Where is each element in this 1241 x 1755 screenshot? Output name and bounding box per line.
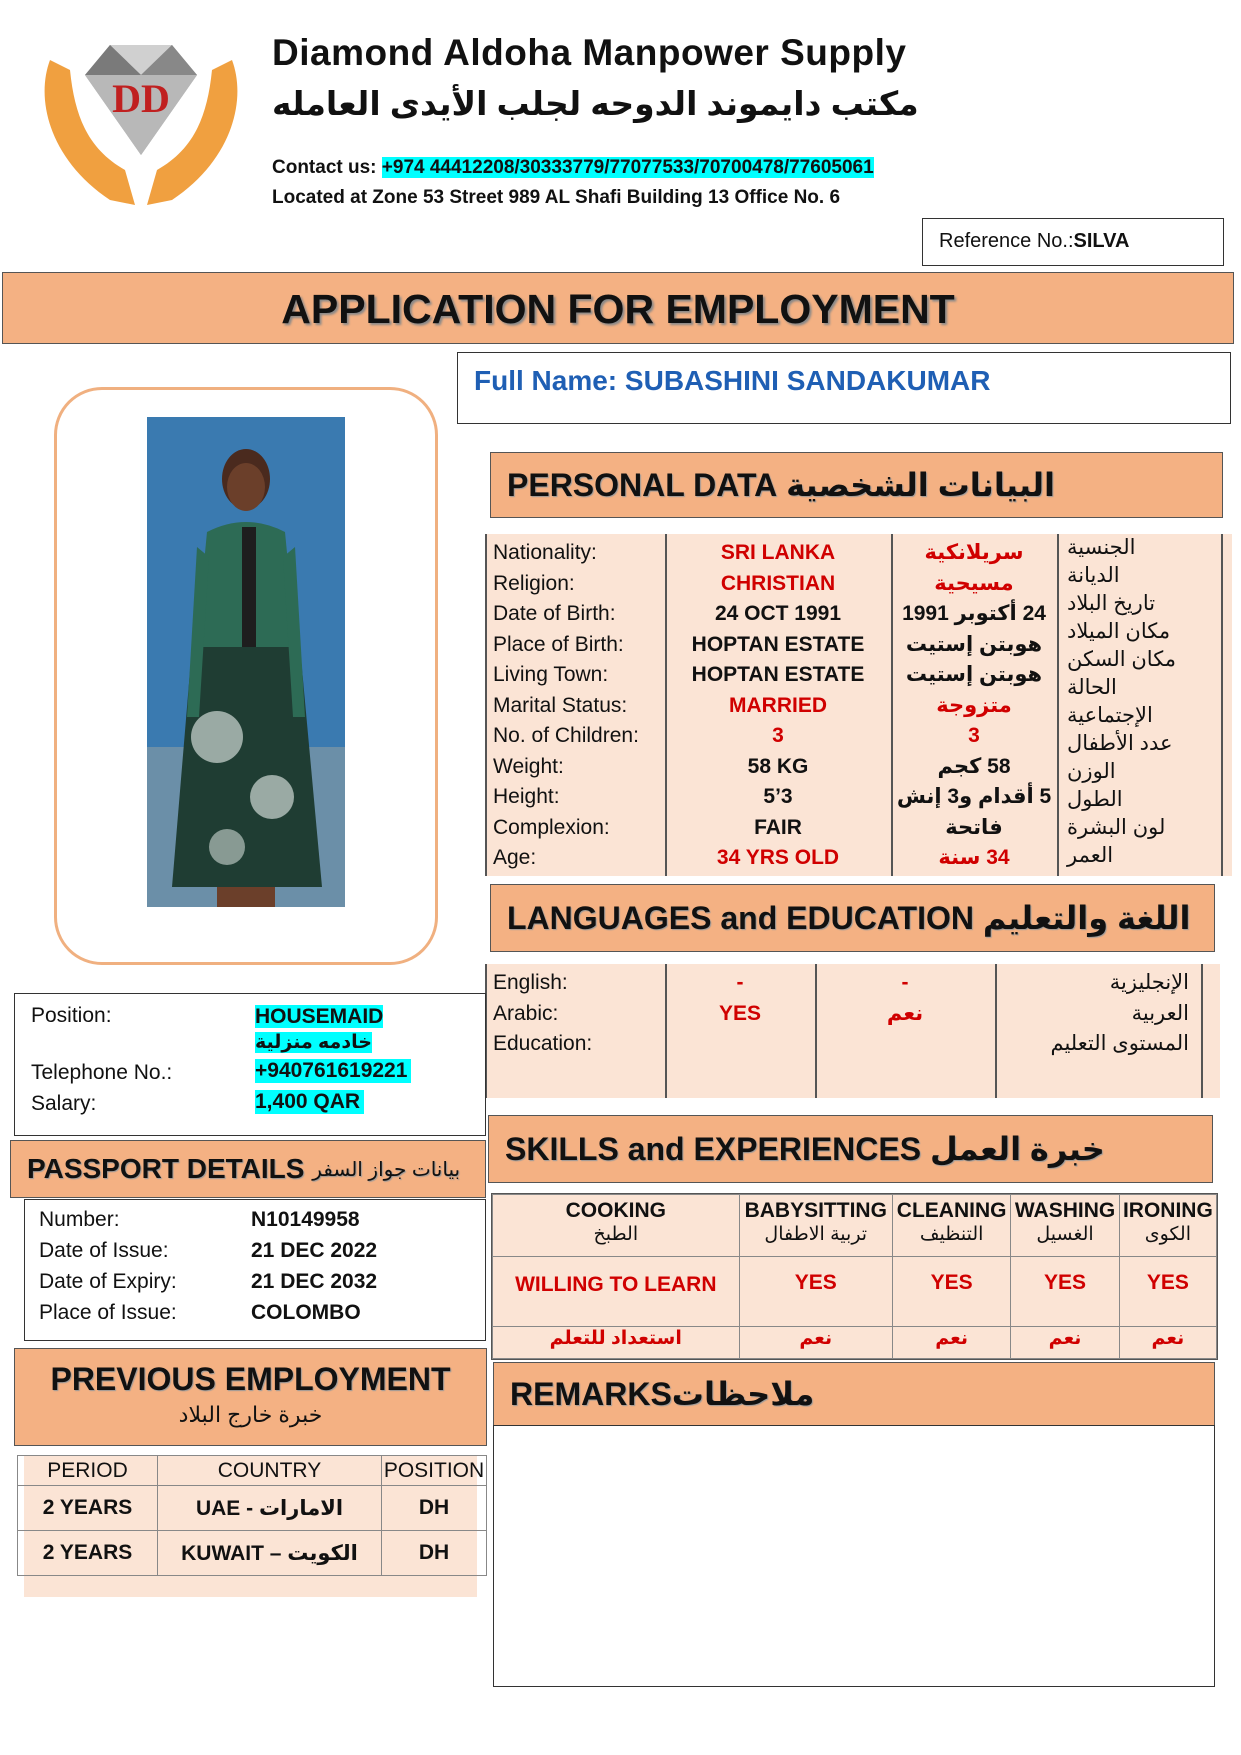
skills-heading-en: SKILLS and EXPERIENCES — [505, 1130, 922, 1167]
skill-value-ar: نعم — [892, 1327, 1010, 1359]
personal-label-ar: الإجتماعية — [1067, 704, 1153, 727]
previous-row — [18, 1486, 487, 1531]
passport-heading-en: PASSPORT DETAILS — [27, 1153, 305, 1184]
personal-label-ar: الوزن — [1067, 760, 1116, 783]
personal-label: Nationality: — [493, 541, 597, 564]
personal-label-ar: الديانة — [1067, 564, 1120, 587]
position-value-ar: خادمه منزلية — [255, 1032, 372, 1053]
personal-label-ar: العمر — [1067, 844, 1114, 867]
remarks-heading-en: REMARKS — [510, 1375, 672, 1412]
skill-value: YES — [1119, 1257, 1216, 1327]
telephone-value: +940761619221 — [255, 1059, 411, 1083]
passport-heading — [10, 1140, 486, 1198]
previous-heading-en: PREVIOUS EMPLOYMENT — [50, 1361, 451, 1397]
skills-value-row — [493, 1257, 1217, 1327]
previous-row — [18, 1531, 487, 1576]
passport-value: 21 DEC 2022 — [251, 1239, 378, 1262]
personal-value: CHRISTIAN — [720, 571, 836, 595]
skill-name-cell — [1119, 1195, 1216, 1257]
skill-value-ar: نعم — [1119, 1327, 1216, 1359]
skill-name-cell — [739, 1195, 892, 1257]
skill-name: IRONING — [1122, 1199, 1213, 1222]
skill-name: CLEANING — [896, 1199, 1007, 1222]
personal-value-ar: 24 أكتوبر 1991 — [902, 602, 1046, 625]
previous-cell: 2 YEARS — [18, 1531, 158, 1576]
personal-value: HOPTAN ESTATE — [691, 632, 865, 656]
language-value: YES — [718, 1001, 762, 1025]
personal-value-ar: متزوجة — [936, 693, 1012, 717]
previous-cell: KUWAIT – الكويت — [158, 1531, 382, 1576]
personal-label: Marital Status: — [493, 693, 628, 717]
skill-name-ar: الكوى — [1144, 1224, 1191, 1245]
skill-value-ar: استعداد للتعلم — [493, 1327, 740, 1359]
personal-heading-ar: البيانات الشخصية — [786, 467, 1055, 503]
personal-labels-column — [493, 534, 663, 876]
personal-label-ar: مكان السكن — [1067, 648, 1177, 671]
applicant-photo — [147, 417, 345, 907]
previous-header-row — [18, 1456, 487, 1486]
language-value-ar: - — [901, 971, 909, 994]
reference-box — [922, 218, 1224, 266]
personal-value-ar: 58 كجم — [937, 754, 1011, 778]
passport-value: 21 DEC 2032 — [251, 1270, 378, 1293]
personal-label: No. of Children: — [493, 724, 639, 747]
office-address: Located at Zone 53 Street 989 AL Shafi Building 13 Office No. 6 — [272, 187, 841, 208]
passport-label: Place of Issue: — [39, 1301, 177, 1324]
skill-name-ar: التنظيف — [919, 1224, 984, 1245]
language-value-ar — [817, 1029, 993, 1060]
position-value-group — [255, 1004, 383, 1055]
personal-value: FAIR — [754, 815, 802, 839]
passport-row — [39, 1239, 479, 1270]
personal-values-ar-column — [893, 534, 1055, 876]
skill-name-cell — [1011, 1195, 1119, 1257]
position-value: HOUSEMAID — [255, 1005, 384, 1028]
personal-value: 3 — [772, 724, 784, 747]
skills-table-wrap — [491, 1193, 1218, 1360]
personal-data-table — [485, 534, 1232, 876]
skills-heading-ar: خبرة العمل — [929, 1131, 1105, 1167]
company-logo — [30, 30, 252, 214]
passport-row — [39, 1270, 479, 1301]
previous-cell: 2 YEARS — [18, 1486, 158, 1531]
remarks-box — [493, 1425, 1215, 1687]
telephone-label: Telephone No.: — [31, 1061, 173, 1084]
language-label: English: — [493, 971, 568, 994]
skill-name-ar: الغسيل — [1036, 1224, 1094, 1245]
personal-value: MARRIED — [729, 693, 827, 717]
job-info-box — [14, 993, 486, 1136]
languages-table — [485, 964, 1220, 1098]
passport-row — [39, 1208, 479, 1239]
previous-header-cell: PERIOD — [18, 1456, 158, 1486]
contact-numbers: +974 44412208/30333779/77077533/70700478/77605061 — [381, 157, 874, 178]
personal-label-ar: عدد الأطفال — [1067, 732, 1173, 755]
languages-heading-en: LANGUAGES and EDUCATION — [507, 899, 974, 936]
language-value — [667, 1029, 813, 1060]
skill-value: YES — [1011, 1257, 1119, 1327]
language-label-ar: المستوى التعليم — [1050, 1032, 1189, 1055]
full-name-box — [457, 352, 1231, 424]
languages-heading — [490, 884, 1215, 952]
skill-name: BABYSITTING — [744, 1199, 887, 1222]
skill-value: WILLING TO LEARN — [493, 1257, 740, 1327]
previous-employment-heading — [14, 1348, 487, 1446]
company-name-ar: مكتب دايموند الدوحه لجلب الأيدى العامله — [272, 85, 919, 122]
salary-label: Salary: — [31, 1092, 97, 1115]
logo-letters: DD — [112, 76, 170, 121]
personal-value: 58 KG — [747, 754, 809, 778]
personal-values-column — [667, 534, 889, 876]
reference-value: SILVA — [1073, 230, 1130, 252]
skill-value-ar: نعم — [739, 1327, 892, 1359]
personal-value-ar: مسيحية — [934, 571, 1014, 595]
language-value-ar: نعم — [886, 1001, 924, 1025]
company-name-en: Diamond Aldoha Manpower Supply — [272, 32, 907, 73]
personal-label: Height: — [493, 785, 560, 808]
personal-value: 5’3 — [763, 785, 793, 808]
skill-name-cell — [493, 1195, 740, 1257]
language-label-ar: العربية — [1131, 1001, 1189, 1025]
personal-value-ar: فاتحة — [945, 815, 1003, 839]
skill-name: WASHING — [1014, 1199, 1116, 1222]
position-label: Position: — [31, 1004, 112, 1027]
languages-heading-ar: اللغة والتعليم — [982, 900, 1191, 936]
personal-value: 34 YRS OLD — [716, 846, 840, 869]
personal-label-ar: الطول — [1067, 788, 1123, 811]
personal-label: Complexion: — [493, 815, 610, 839]
personal-heading-en: PERSONAL DATA — [507, 466, 778, 503]
personal-label: Religion: — [493, 571, 575, 595]
skills-header-row — [493, 1195, 1217, 1257]
personal-label: Date of Birth: — [493, 602, 616, 625]
language-values-column — [667, 964, 813, 1098]
personal-value-ar: 34 سنة — [938, 846, 1010, 869]
language-label: Education: — [493, 1032, 593, 1055]
previous-cell: UAE - الامارات — [158, 1486, 382, 1531]
skill-name-ar: تربية الاطفال — [764, 1224, 868, 1245]
full-name-value: SUBASHINI SANDAKUMAR — [624, 365, 991, 396]
personal-data-heading — [490, 452, 1223, 518]
remarks-heading — [493, 1362, 1215, 1426]
contact-label: Contact us: — [272, 157, 382, 178]
skills-value-ar-row — [493, 1327, 1217, 1359]
passport-label: Date of Issue: — [39, 1239, 169, 1262]
skill-value: YES — [892, 1257, 1010, 1327]
full-name-label: Full Name: — [474, 365, 625, 396]
passport-rows — [39, 1208, 479, 1332]
personal-value-ar: سريلانكية — [924, 541, 1024, 564]
language-labels-column — [493, 964, 663, 1098]
personal-labels-ar-column — [1059, 534, 1219, 876]
personal-value-ar: 3 — [968, 724, 980, 747]
contact-line — [272, 157, 874, 179]
personal-label: Age: — [493, 846, 537, 869]
reference-label: Reference No.: — [939, 230, 1074, 252]
skill-value: YES — [739, 1257, 892, 1327]
passport-label: Date of Expiry: — [39, 1270, 177, 1293]
personal-label: Weight: — [493, 754, 564, 778]
passport-details-box — [24, 1199, 486, 1341]
personal-value-ar: 5 أقدام و3 إنش — [896, 785, 1052, 808]
personal-label-ar: الجنسية — [1067, 536, 1136, 559]
personal-value-ar: هوبتن إستيت — [905, 663, 1043, 686]
remarks-heading-ar: ملاحظات — [671, 1376, 815, 1412]
skill-name: COOKING — [565, 1199, 666, 1222]
salary-value: 1,400 QAR — [255, 1090, 364, 1114]
previous-employment-table — [17, 1455, 487, 1576]
previous-cell: DH — [382, 1531, 487, 1576]
previous-cell: DH — [382, 1486, 487, 1531]
passport-value: N10149958 — [251, 1208, 360, 1231]
language-values-ar-column — [817, 964, 993, 1098]
language-value: - — [736, 971, 744, 994]
skill-name-ar: الطبخ — [593, 1224, 639, 1245]
skill-name-cell — [892, 1195, 1010, 1257]
page-title: APPLICATION FOR EMPLOYMENT — [2, 272, 1234, 344]
previous-heading-ar: خبرة خارج البلاد — [178, 1402, 323, 1427]
personal-label-ar: الحالة — [1067, 676, 1117, 699]
personal-label-ar: مكان الميلاد — [1067, 620, 1171, 643]
passport-value: COLOMBO — [251, 1301, 361, 1324]
personal-value: HOPTAN ESTATE — [691, 663, 865, 686]
passport-row — [39, 1301, 479, 1332]
skills-heading — [488, 1115, 1213, 1183]
skills-table — [492, 1194, 1217, 1359]
personal-label: Living Town: — [493, 663, 609, 686]
personal-label-ar: لون البشرة — [1067, 816, 1166, 839]
previous-header-cell: POSITION — [382, 1456, 487, 1486]
passport-label: Number: — [39, 1208, 120, 1231]
language-label: Arabic: — [493, 1001, 559, 1025]
previous-header-cell: COUNTRY — [158, 1456, 382, 1486]
personal-value-ar: هوبتن إستيت — [905, 632, 1043, 656]
personal-label-ar: تاريخ البلاد — [1067, 592, 1156, 615]
personal-value: SRI LANKA — [720, 541, 836, 564]
personal-label: Place of Birth: — [493, 632, 624, 656]
language-label-ar: الإنجليزية — [1109, 971, 1189, 994]
language-labels-ar-column — [997, 964, 1197, 1098]
personal-value: 24 OCT 1991 — [714, 602, 842, 625]
skill-value-ar: نعم — [1011, 1327, 1119, 1359]
passport-heading-ar: بيانات جواز السفر — [312, 1158, 461, 1181]
